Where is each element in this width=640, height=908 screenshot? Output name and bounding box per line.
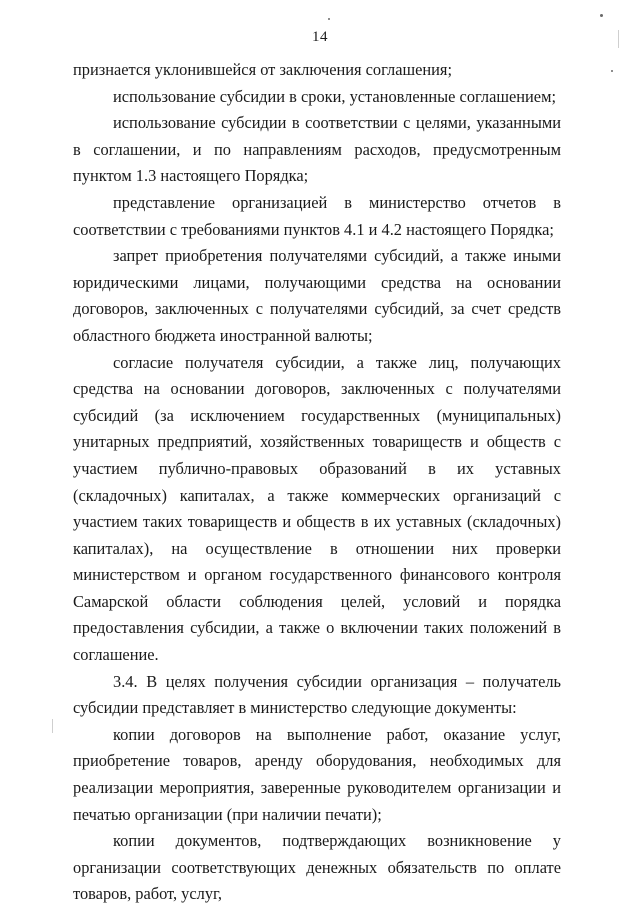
- scan-edge-left: [52, 719, 53, 733]
- scan-edge-right: [618, 30, 619, 48]
- page-number: 14: [312, 29, 328, 45]
- paragraph-6: согласие получателя субсидии, а также лиц, получающих средства на основании договоров, заключенных с получателями субсидий (за исключением государственных (муниципальных) унитарных предприятий, хозяйственных товариществ и обществ с участием публично-правовых образований в их уставных (складочных) капиталах, а также коммерческих организаций с участием таких товариществ и обществ в их уставных (складочных) капиталах), на осуществление в отношении них проверки министерством и органом государственного финансового контроля Самарской области соблюдения целей, условий и порядка предоставления субсидии, а также о включении таких положений в соглашение.: [73, 352, 561, 665]
- paragraph-4: представление организацией в министерство отчетов в соответствии с требованиями пунктов 4.1 и 4.2 настоящего Порядка;: [73, 192, 561, 239]
- paragraph-7: 3.4. В целях получения субсидии организация – получатель субсидии представляет в министерство следующие документы:: [73, 671, 561, 718]
- paragraph-3: использование субсидии в соответствии с целями, указанными в соглашении, и по направлениям расходов, предусмотренным пунктом 1.3 настоящего Порядка;: [73, 113, 561, 186]
- paragraph-9: копии документов, подтверждающих возникновение у организации соответствующих денежных обязательств по оплате товаров, работ, услуг,: [73, 831, 561, 904]
- body-text: [73, 57, 561, 908]
- paragraph-2: использование субсидии в сроки, установленные соглашением;: [113, 86, 557, 106]
- paragraph-8: копии договоров на выполнение работ, оказание услуг, приобретение товаров, аренду оборудования, необходимых для реализации мероприятия, заверенные руководителем организации и печатью организации (при наличии печати);: [73, 724, 561, 824]
- scan-speck-top: [328, 18, 330, 20]
- scan-speck-top-right: [600, 14, 603, 17]
- scan-speck-right: [611, 70, 613, 72]
- paragraph-5: запрет приобретения получателями субсидий, а также иными юридическими лицами, получающими средства на основании договоров, заключенных с получателями субсидий, за счет средств областного бюджета иностранной валюты;: [73, 246, 561, 345]
- paragraph-1: признается уклонившейся от заключения соглашения;: [73, 60, 453, 79]
